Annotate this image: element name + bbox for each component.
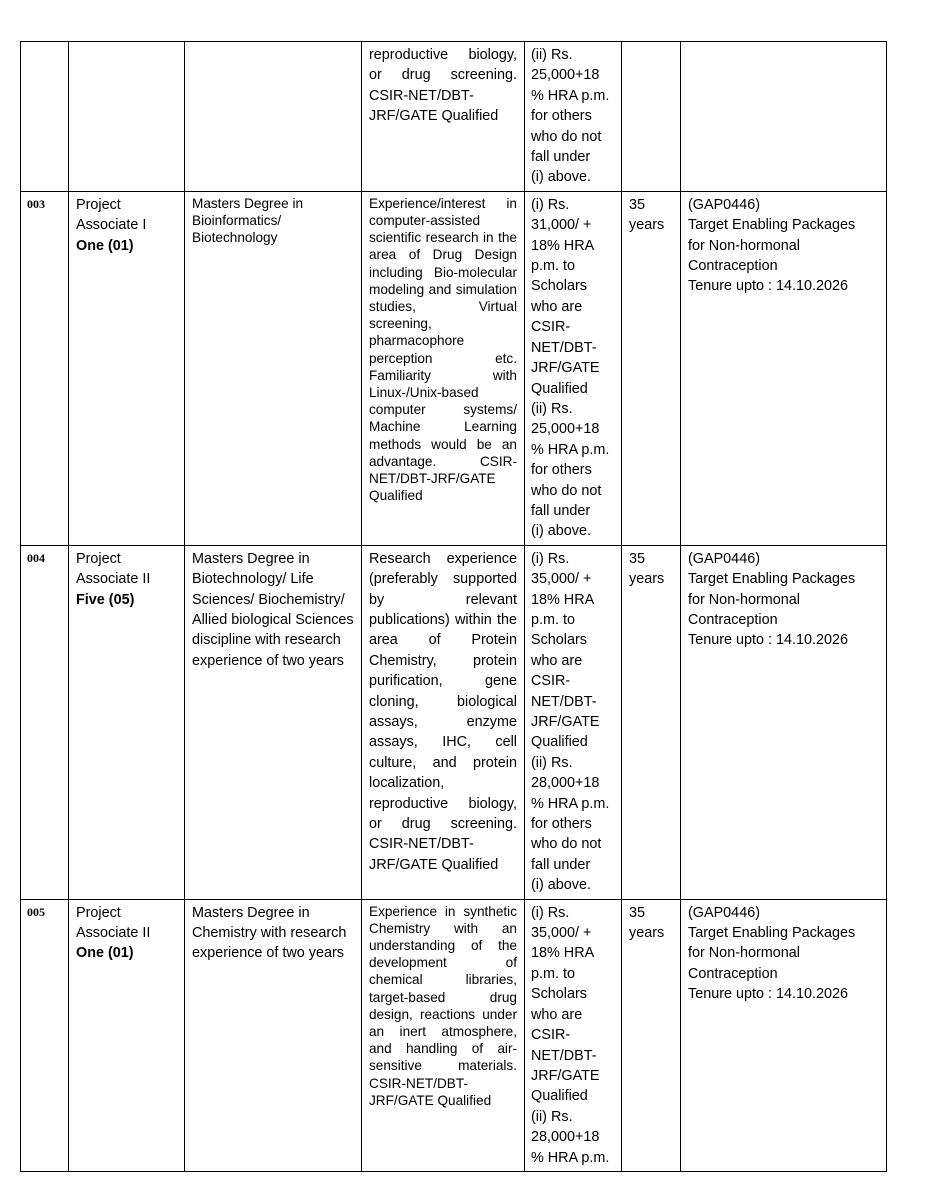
cell-line: Contraception xyxy=(688,965,778,982)
cell-line: Qualified xyxy=(531,1088,588,1105)
post-count: One (01) xyxy=(76,945,134,962)
qualification-cell: Masters Degree in Chemistry with research experience of two years xyxy=(185,899,362,1171)
experience-cell: reproductive biology, or drug screening. CSIR-NET/DBT-JRF/GATE Qualified xyxy=(362,42,525,192)
post-name: Project Associate II xyxy=(76,904,151,942)
project-cell xyxy=(681,42,887,192)
table-row xyxy=(21,545,887,899)
post-name: Project Associate II xyxy=(76,550,151,588)
stipend-lines xyxy=(531,903,615,1168)
post-count: Five (05) xyxy=(76,591,135,608)
cell-line: p.m. to xyxy=(531,611,575,628)
post-cell xyxy=(69,545,185,899)
cell-line: 35,000/ + xyxy=(531,925,592,942)
age-cell: 35 years xyxy=(622,191,681,545)
cell-line: Target Enabling Packages xyxy=(688,925,856,942)
stipend-cell xyxy=(525,191,622,545)
cell-line: (GAP0446) xyxy=(688,904,760,921)
serial-number-cell xyxy=(21,42,69,192)
cell-line: (i) Rs. xyxy=(531,904,570,921)
cell-line: (ii) Rs. xyxy=(531,400,573,417)
cell-line: CSIR- xyxy=(531,1027,571,1044)
cell-line: Target Enabling Packages xyxy=(688,571,856,588)
cell-line: who are xyxy=(531,298,583,315)
cell-line: p.m. to xyxy=(531,258,575,275)
cell-line: Tenure upto : 14.10.2026 xyxy=(688,632,849,649)
cell-line: % HRA p.m. xyxy=(531,441,610,458)
cell-line: (i) Rs. xyxy=(531,196,570,213)
age-cell: 35 years xyxy=(622,545,681,899)
cell-line: % HRA p.m. xyxy=(531,1149,610,1166)
cell-line: (i) above. xyxy=(531,169,591,186)
post-cell xyxy=(69,42,185,192)
cell-line: fall under xyxy=(531,502,591,519)
experience-cell: Experience in synthetic Chemistry with an understanding of the development of chemical libraries, target-based drug design, reactions under an inert atmosphere, and handling of air-sensitive materials. CSIR-NET/DBT-JRF/GATE Qualified xyxy=(362,899,525,1171)
stipend-lines xyxy=(531,195,615,542)
project-lines xyxy=(688,903,879,1005)
cell-line: 18% HRA xyxy=(531,591,595,608)
cell-line: who do not xyxy=(531,128,602,145)
project-lines xyxy=(688,549,879,651)
cell-line: 35,000/ + xyxy=(531,571,592,588)
positions-table xyxy=(20,41,887,1172)
cell-line: fall under xyxy=(531,856,591,873)
cell-line: fall under xyxy=(531,149,591,166)
cell-line: (i) above. xyxy=(531,523,591,540)
cell-line: JRF/GATE xyxy=(531,360,600,377)
cell-line: 18% HRA xyxy=(531,237,595,254)
cell-line: who are xyxy=(531,652,583,669)
serial-number-cell: 004 xyxy=(21,545,69,899)
project-lines xyxy=(688,195,879,297)
cell-line: (i) above. xyxy=(531,877,591,894)
cell-line: (GAP0446) xyxy=(688,196,760,213)
table-row xyxy=(21,899,887,1171)
cell-line: CSIR- xyxy=(531,673,571,690)
cell-line: Qualified xyxy=(531,380,588,397)
cell-line: p.m. to xyxy=(531,965,575,982)
cell-line: (ii) Rs. xyxy=(531,1108,573,1125)
cell-line: Tenure upto : 14.10.2026 xyxy=(688,278,849,295)
project-cell xyxy=(681,191,887,545)
cell-line: (ii) Rs. xyxy=(531,47,573,63)
cell-line: % HRA p.m. xyxy=(531,87,610,104)
cell-line: for Non-hormonal xyxy=(688,945,800,962)
cell-line: 28,000+18 xyxy=(531,775,600,792)
cell-line: 28,000+18 xyxy=(531,1129,600,1146)
qualification-cell: Masters Degree in Bioinformatics/ Biotechnology xyxy=(185,191,362,545)
cell-line: Qualified xyxy=(531,734,588,751)
cell-line: for Non-hormonal xyxy=(688,591,800,608)
stipend-cell xyxy=(525,545,622,899)
cell-line: 25,000+18 xyxy=(531,421,600,438)
cell-line: for others xyxy=(531,816,592,833)
stipend-cell xyxy=(525,42,622,192)
document-table-container xyxy=(20,41,886,1172)
cell-line: % HRA p.m. xyxy=(531,795,610,812)
cell-line: who do not xyxy=(531,836,602,853)
serial-number-cell: 003 xyxy=(21,191,69,545)
qualification-cell: Masters Degree in Biotechnology/ Life Sciences/ Biochemistry/ Allied biological Sciences discipline with research experience of two years xyxy=(185,545,362,899)
cell-line: 25,000+18 xyxy=(531,67,600,84)
post-count: One (01) xyxy=(76,237,134,254)
cell-line: NET/DBT- xyxy=(531,1047,597,1064)
cell-line: who are xyxy=(531,1006,583,1023)
serial-number-cell: 005 xyxy=(21,899,69,1171)
stipend-lines xyxy=(531,549,615,896)
post-cell xyxy=(69,191,185,545)
qualification-cell xyxy=(185,42,362,192)
cell-line: Contraception xyxy=(688,258,778,275)
table-body xyxy=(21,42,887,1172)
cell-line: 18% HRA xyxy=(531,945,595,962)
table-row xyxy=(21,42,887,192)
post-name: Project Associate I xyxy=(76,196,147,234)
cell-line: Contraception xyxy=(688,611,778,628)
stipend-cell xyxy=(525,899,622,1171)
cell-line: NET/DBT- xyxy=(531,339,597,356)
cell-line: Tenure upto : 14.10.2026 xyxy=(688,986,849,1003)
cell-line: (GAP0446) xyxy=(688,550,760,567)
post-cell xyxy=(69,899,185,1171)
cell-line: (ii) Rs. xyxy=(531,754,573,771)
cell-line: NET/DBT- xyxy=(531,693,597,710)
cell-line: Scholars xyxy=(531,632,587,649)
experience-cell: Research experience (preferably supported by relevant publications) within the area of Protein Chemistry, protein purification, gene cloning, biological assays, enzyme assays, IHC, cell culture, and protein localization, reproductive biology, or drug screening. CSIR-NET/DBT-JRF/GATE Qualified xyxy=(362,545,525,899)
cell-line: for others xyxy=(531,108,592,125)
cell-line: (i) Rs. xyxy=(531,550,570,567)
cell-line: for Non-hormonal xyxy=(688,237,800,254)
cell-line: Target Enabling Packages xyxy=(688,217,856,234)
age-cell: 35 years xyxy=(622,899,681,1171)
cell-line: Scholars xyxy=(531,986,587,1003)
cell-line: CSIR- xyxy=(531,319,571,336)
cell-line: for others xyxy=(531,462,592,479)
cell-line: JRF/GATE xyxy=(531,1067,600,1084)
cell-line: 31,000/ + xyxy=(531,217,592,234)
cell-line: JRF/GATE xyxy=(531,714,600,730)
stipend-lines xyxy=(531,45,615,188)
age-cell xyxy=(622,42,681,192)
table-row xyxy=(21,191,887,545)
cell-line: who do not xyxy=(531,482,602,499)
cell-line: Scholars xyxy=(531,278,587,295)
project-cell xyxy=(681,899,887,1171)
experience-cell: Experience/interest in computer-assisted scientific research in the area of Drug Design including Bio-molecular modeling and simulation studies, Virtual screening, pharmacophore perception etc. Familiarity with Linux-/Unix-based computer systems/ Machine Learning methods would be an advantage. CSIR-NET/DBT-JRF/GATE Qualified xyxy=(362,191,525,545)
project-cell xyxy=(681,545,887,899)
